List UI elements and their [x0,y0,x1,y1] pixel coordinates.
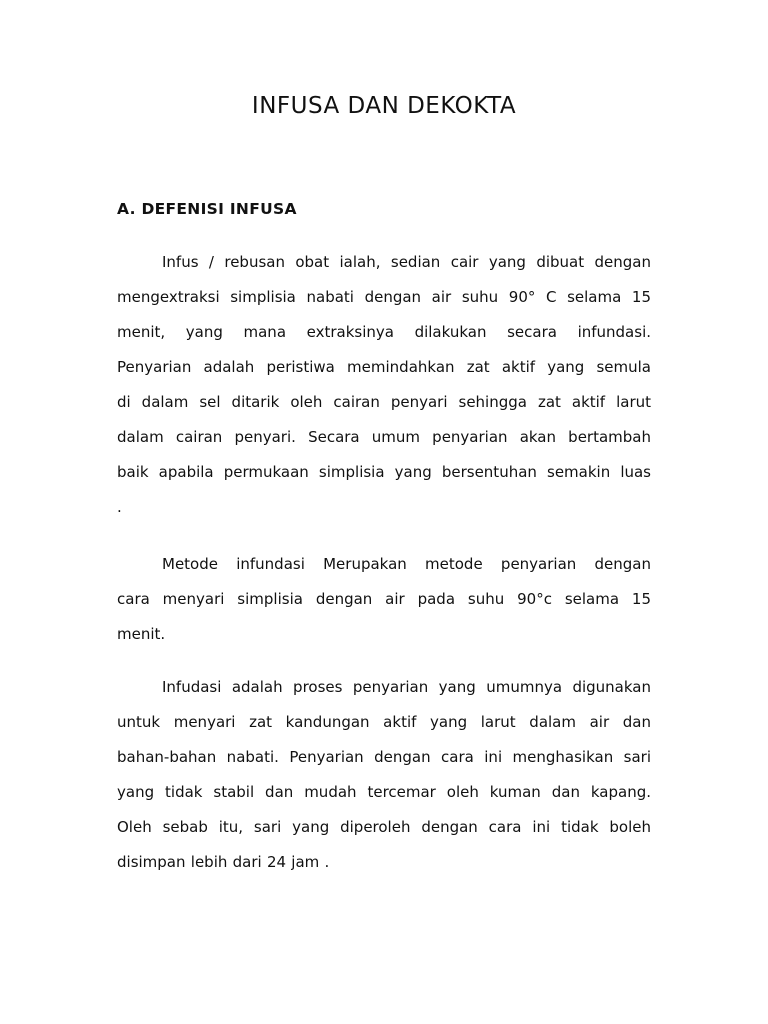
paragraph-line: . [117,498,122,516]
paragraph-line: bahan-bahan nabati. Penyarian dengan cara ini menghasikan sari [117,748,651,766]
paragraph-line: yang tidak stabil dan mudah tercemar oleh kuman dan kapang. [117,783,651,801]
paragraph-line: Metode infundasi Merupakan metode penyarian dengan [162,555,651,573]
paragraph-1 [117,245,651,525]
section-heading: A. DEFENISI INFUSA [117,200,297,218]
paragraph-line: menit. [117,625,166,643]
paragraph-3 [117,670,651,880]
document-title: INFUSA DAN DEKOKTA [251,93,517,119]
paragraph-line: Oleh sebab itu, sari yang diperoleh dengan cara ini tidak boleh [117,818,651,836]
paragraph-line: Penyarian adalah peristiwa memindahkan zat aktif yang semula [117,358,651,376]
paragraph-line: dalam cairan penyari. Secara umum penyarian akan bertambah [117,428,651,446]
paragraph-line: disimpan lebih dari 24 jam . [117,853,330,871]
paragraph-line: Infus / rebusan obat ialah, sedian cair yang dibuat dengan [162,253,651,271]
paragraph-line: Infudasi adalah proses penyarian yang umumnya digunakan [162,678,651,696]
paragraph-line: cara menyari simplisia dengan air pada suhu 90°c selama 15 [117,590,651,608]
paragraph-line: mengextraksi simplisia nabati dengan air suhu 90° C selama 15 [117,288,651,306]
paragraph-line: di dalam sel ditarik oleh cairan penyari sehingga zat aktif larut [117,393,651,411]
paragraph-line: baik apabila permukaan simplisia yang bersentuhan semakin luas [117,463,651,481]
paragraph-line: menit, yang mana extraksinya dilakukan secara infundasi. [117,323,651,341]
paragraph-line: untuk menyari zat kandungan aktif yang larut dalam air dan [117,713,651,731]
paragraph-2 [117,547,651,652]
